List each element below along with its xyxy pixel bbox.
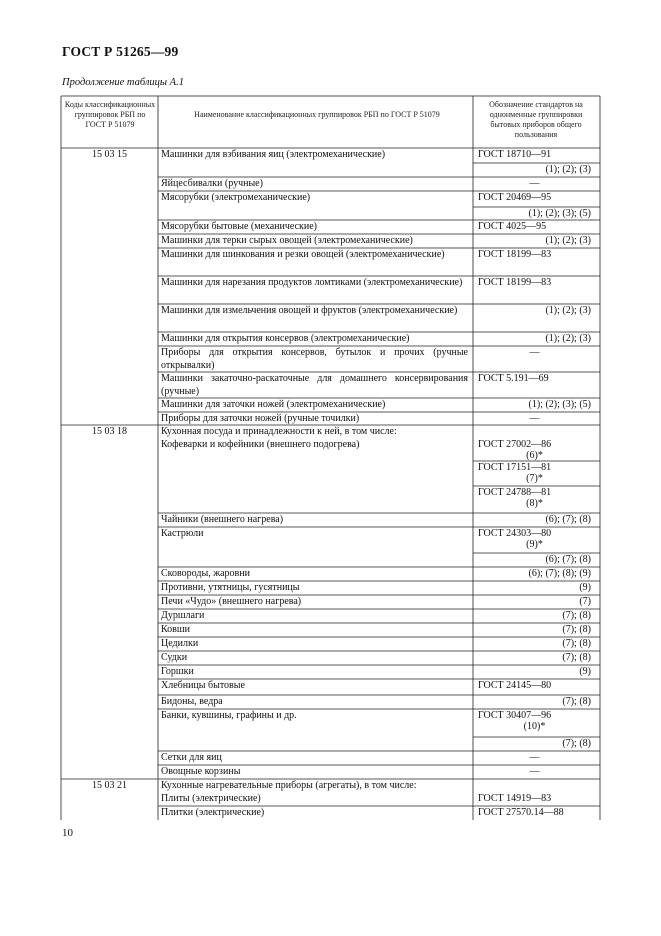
name-cell: Машинки для заточки ножей (электромеханические)	[161, 399, 386, 410]
header-codes: Коды классификационных группировок РБП по ГОСТ Р 51079	[64, 100, 156, 129]
standard-cell: ГОСТ 27002—86	[478, 439, 552, 450]
name-cell-sub: Плиты (электрические)	[161, 793, 261, 804]
name-cell: Противни, утятницы, гусятницы	[161, 582, 300, 593]
name-cell: Машинки для нарезания продуктов ломтиками (электромеханические)	[161, 277, 463, 288]
name-cell: Овощные корзины	[161, 766, 241, 777]
name-cell: Дуршлаги	[161, 610, 205, 621]
standard-cell: ГОСТ 14919—83	[478, 793, 552, 804]
name-cell: Кастрюли	[161, 528, 204, 539]
name-cell: Машинки для открытия консервов (электромеханические)	[161, 333, 410, 344]
name-cell: Хлебницы бытовые	[161, 680, 245, 691]
standard-cell: (9)	[579, 582, 591, 593]
standard-note: (7)*	[526, 473, 543, 484]
name-cell: Судки	[161, 652, 188, 663]
name-cell: Чайники (внешнего нагрева)	[161, 514, 284, 525]
standard-cell: (1); (2); (3)	[545, 164, 591, 175]
name-cell: Машинки закаточно-раскаточные для домашнего консервирования (ручные)	[161, 373, 468, 397]
name-cell-sub: Кофеварки и кофейники (внешнего подогрева)	[161, 439, 360, 450]
name-cell: Плитки (электрические)	[161, 807, 265, 818]
standard-cell: (6); (7); (8); (9)	[528, 568, 591, 579]
standard-cell: (7); (8)	[562, 610, 591, 621]
standard-cell: ГОСТ 18710—91	[478, 149, 552, 160]
standard-cell: (7)	[579, 596, 591, 607]
standard-cell: —	[529, 413, 540, 424]
standard-note: (6)*	[526, 450, 543, 461]
name-cell: Сковороды, жаровни	[161, 568, 250, 579]
code-cell: 15 03 18	[92, 426, 127, 437]
header-standards: Обозначение стандартов на однонменные группировки бытовых приборов общего пользования	[489, 100, 583, 139]
name-cell: Машинки для шинкования и резки овощей (электромеханические)	[161, 249, 445, 260]
name-cell: Горшки	[161, 666, 194, 677]
standard-note: (10)*	[523, 721, 546, 732]
standard-cell: ГОСТ 20469—95	[478, 192, 552, 203]
standard-cell: —	[529, 766, 540, 777]
name-cell: Банки, кувшины, графины и др.	[161, 710, 297, 721]
name-cell: Приборы для заточки ножей (ручные точилки)	[161, 413, 360, 424]
standard-cell: —	[529, 178, 540, 189]
name-cell: Машинки для терки сырых овощей (электромеханические)	[161, 235, 413, 246]
standard-cell: (1); (2); (3); (5)	[528, 399, 591, 410]
standard-cell: (6); (7); (8)	[545, 514, 591, 525]
name-cell: Яйцесбивалки (ручные)	[161, 178, 263, 189]
standard-cell: (7); (8)	[562, 652, 591, 663]
standard-cell: (1); (2); (3); (5)	[528, 208, 591, 219]
document-title: ГОСТ Р 51265—99	[62, 44, 179, 59]
standard-cell: (7); (8)	[562, 696, 591, 707]
name-cell: Машинки для взбивания яиц (электромеханические)	[161, 149, 386, 160]
name-cell: Сетки для яиц	[161, 752, 222, 763]
standard-cell: (1); (2); (3)	[545, 235, 591, 246]
name-cell: Машинки для измельчения овощей и фруктов (электромеханические)	[161, 305, 458, 316]
standard-cell: ГОСТ 24788—81	[478, 487, 552, 498]
standard-cell: (1); (2); (3)	[545, 333, 591, 344]
standard-cell: ГОСТ 27570.14—88	[478, 807, 564, 818]
name-cell: Мясорубки бытовые (механические)	[161, 221, 317, 232]
name-cell: Мясорубки (электромеханические)	[161, 192, 311, 203]
table-caption: Продолжение таблицы А.1	[62, 77, 184, 88]
standard-cell: ГОСТ 5.191—69	[478, 373, 549, 384]
standard-cell: (1); (2); (3)	[545, 305, 591, 316]
standard-note: (8)*	[526, 498, 543, 509]
name-cell: Приборы для открытия консервов, бутылок и прочих (ручные открывалки)	[161, 347, 468, 371]
standard-cell: ГОСТ 17151—81	[478, 462, 552, 473]
name-cell: Бидоны, ведра	[161, 696, 223, 707]
standard-cell: ГОСТ 30407—96	[478, 710, 552, 721]
standard-cell: ГОСТ 18199—83	[478, 249, 552, 260]
name-cell: Печи «Чудо» (внешнего нагрева)	[161, 596, 302, 607]
header-names: Наименование классификационных группировок РБП по ГОСТ Р 51079	[194, 110, 440, 119]
standard-cell: (7); (8)	[562, 624, 591, 635]
name-cell: Ковши	[161, 624, 190, 635]
standard-cell: ГОСТ 24303—80	[478, 528, 552, 539]
standard-cell: —	[529, 347, 540, 358]
standard-cell: (6); (7); (8)	[545, 554, 591, 565]
name-cell: Цедилки	[161, 638, 199, 649]
standard-cell: (7); (8)	[562, 638, 591, 649]
page-number: 10	[62, 827, 73, 839]
name-cell: Кухонная посуда и принадлежности к ней, в том числе:	[161, 426, 397, 437]
code-cell: 15 03 15	[92, 149, 127, 160]
standard-cell: (9)	[579, 666, 591, 677]
standard-cell: ГОСТ 24145—80	[478, 680, 552, 691]
standard-note: (9)*	[526, 539, 543, 550]
standard-cell: ГОСТ 18199—83	[478, 277, 552, 288]
standard-cell: (7); (8)	[562, 738, 591, 749]
code-cell: 15 03 21	[92, 780, 127, 791]
standard-cell: —	[529, 752, 540, 763]
name-cell: Кухонные нагревательные приборы (агрегаты), в том числе:	[161, 780, 417, 791]
standard-cell: ГОСТ 4025—95	[478, 221, 547, 232]
